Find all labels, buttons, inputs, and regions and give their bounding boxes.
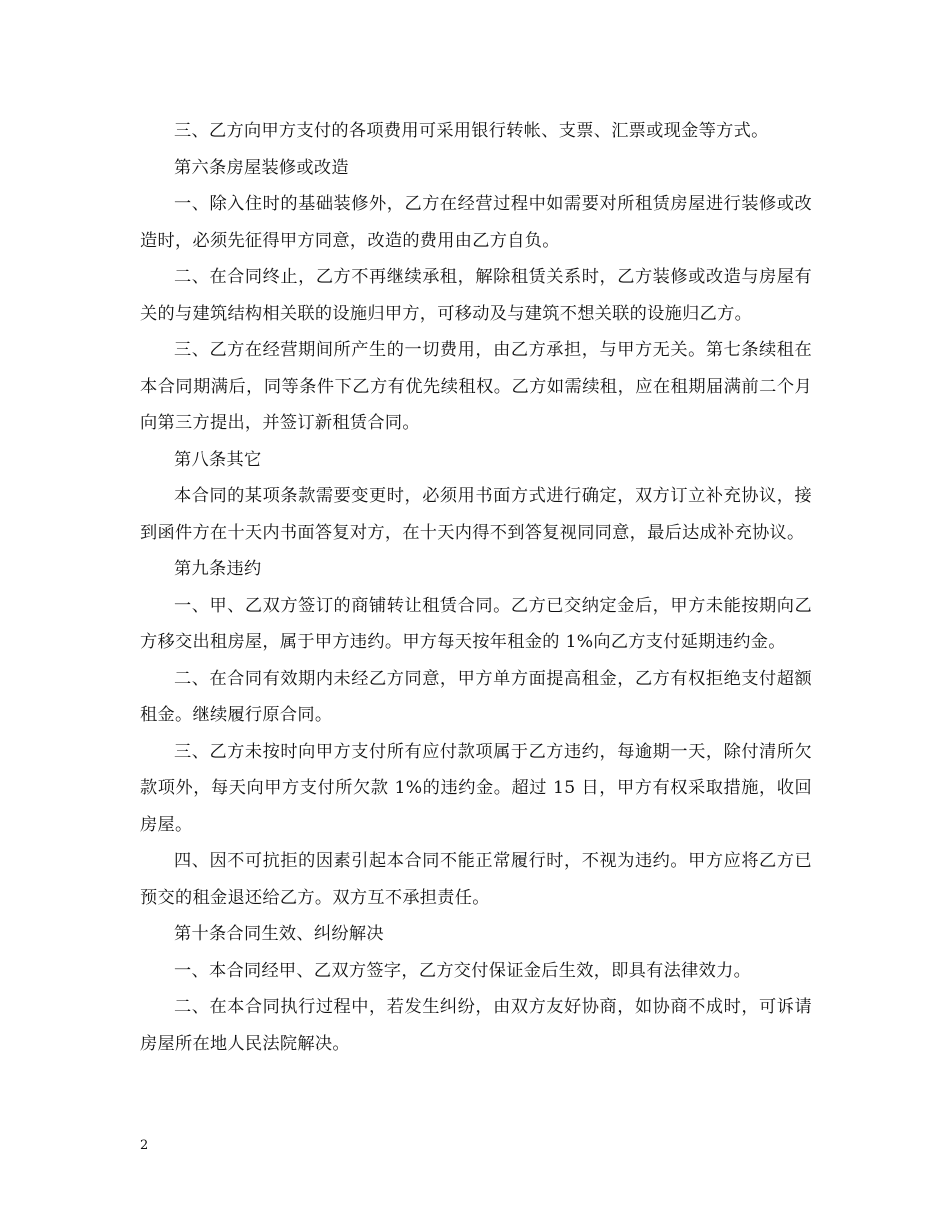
paragraph-expenses-renewal: 三、乙方在经营期间所产生的一切费用，由乙方承担，与甲方无关。第七条续租在本合同期满后，同等条件下乙方有优先续租权。乙方如需续租，应在租期届满前二个月向第三方提出，并签订新租赁合同。: [140, 340, 812, 433]
paragraph-breach-landlord: 一、甲、乙双方签订的商铺转让租赁合同。乙方已交纳定金后，甲方未能按期向乙方移交出租房屋，属于甲方违约。甲方每天按年租金的 1%向乙方支付延期违约金。: [140, 595, 812, 652]
paragraph-dispute-resolution: 二、在本合同执行过程中，若发生纠纷，由双方友好协商，如协商不成时，可诉请房屋所在地人民法院解决。: [140, 997, 812, 1054]
paragraph-effectiveness: 一、本合同经甲、乙双方签字，乙方交付保证金后生效，即具有法律效力。: [174, 960, 752, 981]
paragraph-force-majeure: 四、因不可抗拒的因素引起本合同不能正常履行时，不视为违约。甲方应将乙方已预交的租金退还给乙方。双方互不承担责任。: [140, 851, 812, 908]
paragraph-payment-methods: 三、乙方向甲方支付的各项费用可采用银行转帐、支票、汇票或现金等方式。: [174, 121, 769, 141]
paragraph-amendments: 本合同的某项条款需要变更时，必须用书面方式进行确定，双方订立补充协议，接到函件方在十天内书面答复对方，在十天内得不到答复视同同意，最后达成补充协议。: [140, 486, 812, 543]
section-heading-article-8: 第八条其它: [174, 449, 262, 470]
paragraph-breach-tenant: 三、乙方未按时向甲方支付所有应付款项属于乙方违约，每逾期一天，除付清所欠款项外，每天向甲方支付所欠款 1%的违约金。超过 15 日，甲方有权采取措施，收回房屋。: [140, 741, 812, 835]
section-heading-article-10: 第十条合同生效、纠纷解决: [174, 924, 384, 944]
section-heading-article-6: 第六条房屋装修或改造: [174, 157, 349, 178]
page-number: 2: [140, 1138, 149, 1153]
paragraph-breach-rent-increase: 二、在合同有效期内未经乙方同意，甲方单方面提高租金，乙方有权拒绝支付超额租金。继续履行原合同。: [140, 668, 812, 725]
section-heading-article-9: 第九条违约: [174, 559, 262, 579]
document-body: [140, 113, 812, 1062]
paragraph-renovation-consent: 一、除入住时的基础装修外，乙方在经营过程中如需要对所租赁房屋进行装修或改造时，必须先征得甲方同意，改造的费用由乙方自负。: [140, 194, 812, 251]
paragraph-renovation-ownership: 二、在合同终止，乙方不再继续承租，解除租赁关系时，乙方装修或改造与房屋有关的与建筑结构相关联的设施归甲方，可移动及与建筑不想关联的设施归乙方。: [140, 267, 812, 324]
